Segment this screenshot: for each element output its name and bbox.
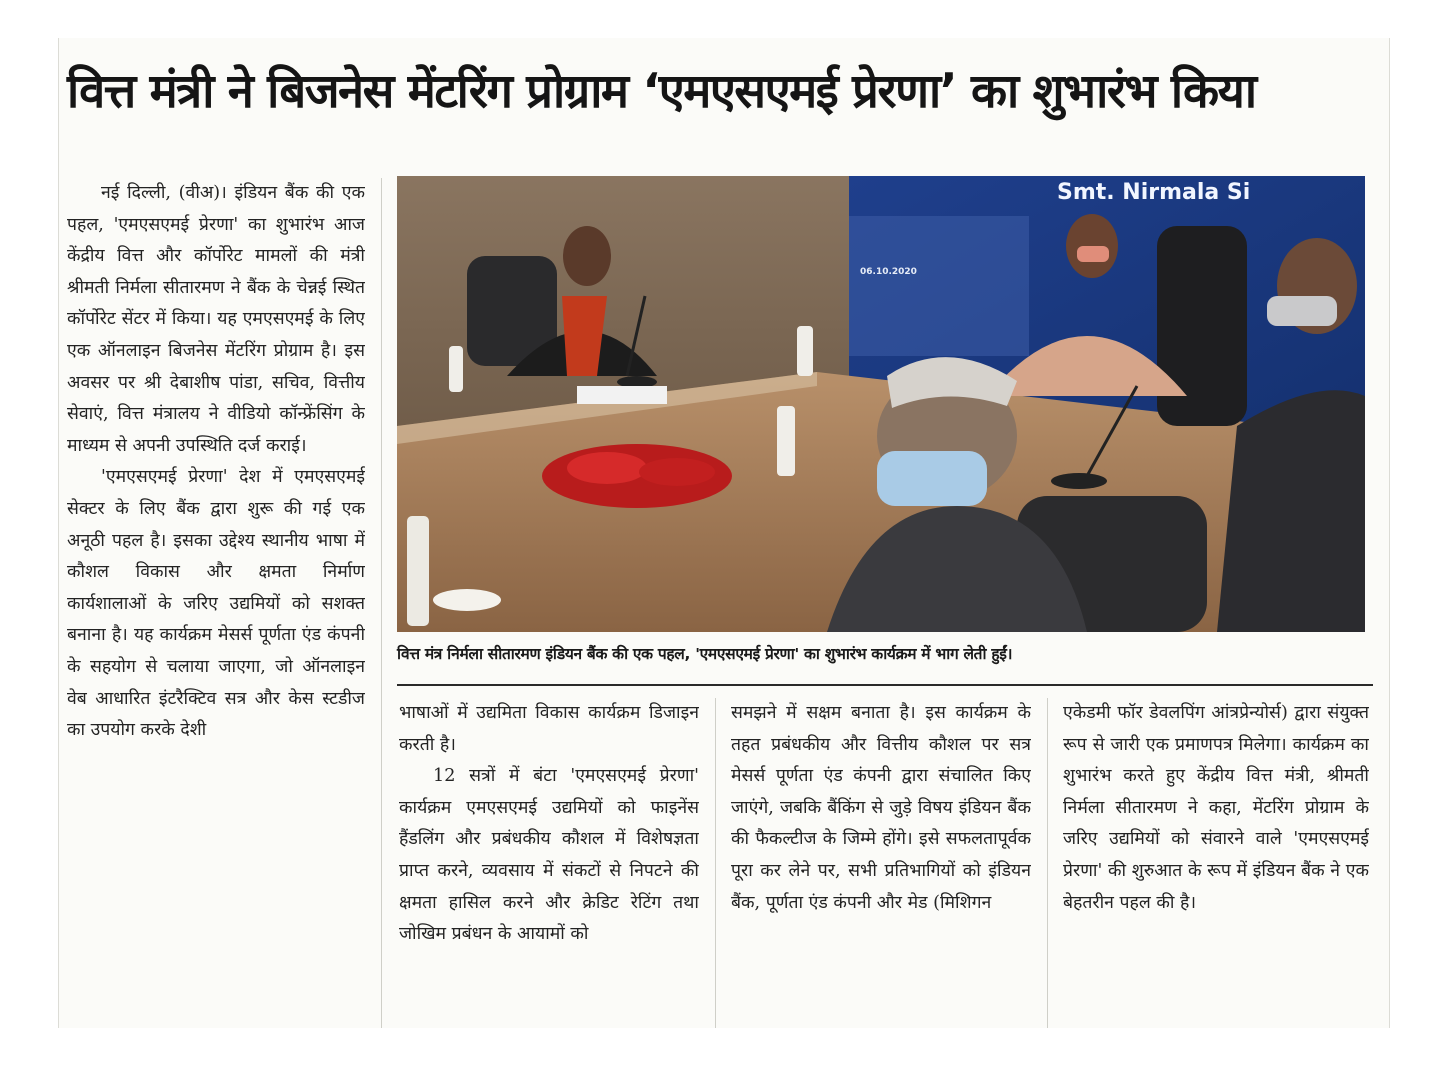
meeting-scene-illustration bbox=[397, 176, 1365, 632]
paragraph: समझने में सक्षम बनाता है। इस कार्यक्रम के तहत प्रबंधकीय और वित्तीय कौशल पर सत्र मेसर्स पूर्णता एंड कंपनी द्वारा संचालित किए जाएंगे, जबकि बैंकिंग से जुड़े विषय इंडियन बैंक की फैकल्टीज के जिम्मे होंगे। इसे सफलतापूर्वक पूरा कर लेने पर, सभी प्रतिभागियों को इंडियन बैंक, पूर्णता एंड कंपनी और मेड (मिशिगन bbox=[731, 703, 1031, 913]
news-photo bbox=[397, 176, 1365, 632]
paragraph: एकेडमी फॉर डेवलपिंग आंत्रप्रेन्योर्स) द्वारा संयुक्त रूप से जारी एक प्रमाणपत्र मिलेगा। कार्यक्रम का शुभारंभ करते हुए केंद्रीय वित्त मंत्री, श्रीमती निर्मला सीतारमण ने कहा, मेंटरिंग प्रोग्राम के जरिए उद्यमियों को संवारने वाले 'एमएसएमई प्रेरणा' की शुरुआत के रूप में इंडियन बैंक ने एक बेहतरीन पहल की है। bbox=[1063, 703, 1369, 913]
paragraph: 'एमएसएमई प्रेरणा' देश में एमएसएमई सेक्टर के लिए बैंक द्वारा शुरू की गई एक अनूठी पहल है। इसका उद्देश्य स्थानीय भाषा में कौशल विकास और क्षमता निर्माण कार्यशालाओं के जरिए उद्यमियों को सशक्त बनाना है। यह कार्यक्रम मेसर्स पूर्णता एंड कंपनी के सहयोग से चलाया जाएगा, जो ऑनलाइन वेब आधारित इंटरैक्टिव सत्र और केस स्टडीज का उपयोग करके देशी bbox=[67, 467, 365, 741]
article-column-2 bbox=[399, 698, 699, 1028]
newspaper-page bbox=[58, 38, 1390, 1028]
screen-title: Smt. Nirmala Si bbox=[1057, 180, 1251, 205]
column-divider bbox=[1047, 698, 1048, 1028]
paragraph: 12 सत्रों में बंटा 'एमएसएमई प्रेरणा' कार्यक्रम एमएसएमई उद्यमियों को फाइनेंस हैंडलिंग और प्रबंधकीय कौशल में विशेषज्ञता प्राप्त करने, व्यवसाय में संकटों से निपटने की क्षमता हासिल करने और क्रेडिट रेटिंग तथा जोखिम प्रबंधन के आयामों को bbox=[399, 766, 699, 945]
column-divider bbox=[381, 178, 382, 1028]
article-column-1 bbox=[67, 178, 365, 1028]
caption-rule bbox=[397, 684, 1373, 686]
paragraph: भाषाओं में उद्यमिता विकास कार्यक्रम डिजाइन करती है। bbox=[399, 703, 699, 755]
screen-date: 06.10.2020 bbox=[860, 267, 917, 277]
column-divider bbox=[715, 698, 716, 1028]
headline: वित्त मंत्री ने बिजनेस मेंटरिंग प्रोग्राम ‘एमएसएमई प्रेरणा’ का शुभारंभ किया bbox=[67, 64, 1256, 119]
photo-caption: वित्त मंत्र निर्मला सीतारमण इंडियन बैंक की एक पहल, 'एमएसएमई प्रेरणा' का शुभारंभ कार्यक्रम में भाग लेती हुईं। bbox=[397, 645, 1013, 663]
paragraph: नई दिल्ली, (वीअ)। इंडियन बैंक की एक पहल, 'एमएसएमई प्रेरणा' का शुभारंभ आज केंद्रीय वित्त और कॉर्पोरेट मामलों की मंत्री श्रीमती निर्मला सीतारमण ने बैंक के चेन्नई स्थित कॉर्पोरेट सेंटर में किया। यह एमएसएमई के लिए एक ऑनलाइन बिजनेस मेंटरिंग प्रोग्राम है। इस अवसर पर श्री देबाशीष पांडा, सचिव, वित्तीय सेवाएं, वित्त मंत्रालय ने वीडियो कॉन्फ्रेंसिंग के माध्यम से अपनी उपस्थिति दर्ज कराई। bbox=[67, 183, 365, 456]
article-column-3 bbox=[731, 698, 1031, 1028]
article-column-4 bbox=[1063, 698, 1369, 1028]
